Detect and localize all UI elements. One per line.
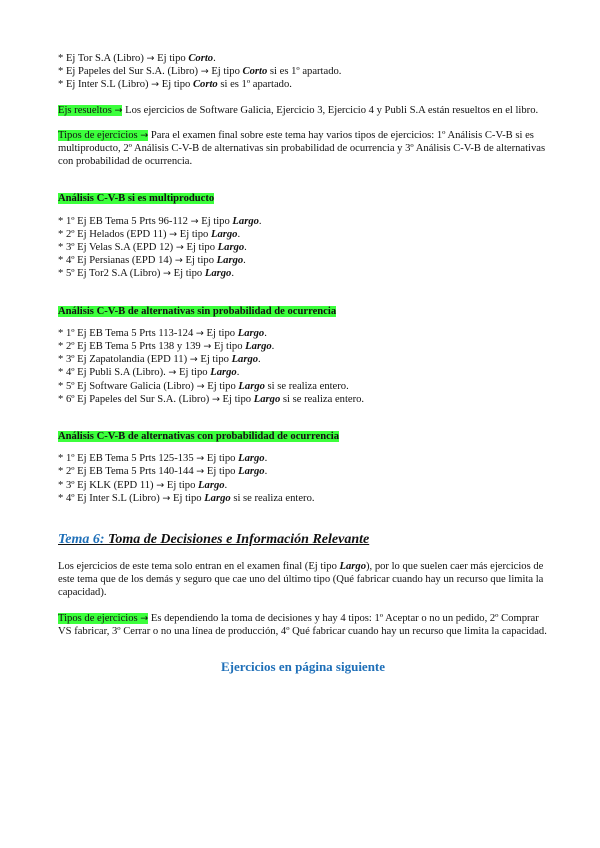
sin-probabilidad-list <box>58 327 548 406</box>
item-tail: si se realiza entero. <box>280 393 365 405</box>
arrow-right-icon: → <box>200 66 209 78</box>
item-text: * 2º Ej EB Tema 5 Prts 138 y 139 <box>58 341 204 353</box>
item-tail: . <box>243 255 246 267</box>
item-text: * 3º Ej Velas S.A (EPD 12) <box>58 242 176 254</box>
arrow-right-icon: → <box>169 228 178 240</box>
list-item <box>58 241 548 254</box>
section-heading-con-probabilidad: Análisis C-V-B de alternativas con probabilidad de ocurrencia <box>58 431 340 443</box>
ejs-resueltos-paragraph: Ejs resueltos → Los ejercicios de Software Galicia, Ejercicio 3, Ejercicio 4 y Publi S.A están resueltos en el libro. <box>58 104 539 116</box>
exercise-type: Largo <box>253 393 281 405</box>
document-page <box>58 52 548 673</box>
con-probabilidad-list <box>58 452 548 505</box>
item-text: * 1º Ej EB Tema 5 Prts 96-112 <box>58 215 191 227</box>
item-text: * Ej Inter S.L (Libro) <box>58 79 152 91</box>
section-heading-multiproducto: Análisis C-V-B si es multiproducto <box>58 193 215 205</box>
item-text: * 3º Ej Zapatolandia (EPD 11) <box>58 354 190 366</box>
arrow-right-icon: → <box>163 268 172 280</box>
list-item <box>58 353 548 366</box>
item-label: Ej tipo <box>198 215 233 227</box>
item-text: * 5º Ej Tor2 S.A (Libro) <box>58 268 164 280</box>
exercise-type: Largo <box>198 479 225 491</box>
item-text: * 2º Ej EB Tema 5 Prts 140-144 <box>58 466 197 478</box>
section-heading-sin-probabilidad: Análisis C-V-B de alternativas sin probabilidad de ocurrencia <box>58 305 337 317</box>
item-text: * 4º Ej Inter S.L (Libro) <box>58 492 163 504</box>
tema6-tipos-paragraph: Tipos de ejercicios → Es dependiendo la toma de decisiones y hay 4 tipos: 1º Aceptar o no un pedido, 2º Comprar VS fabricar, 3º Cerrar o no una línea de producción, 4º Qué fabricar cuando hay un recurso que limita la capacidad. <box>58 612 547 637</box>
item-label: Ej tipo <box>203 327 238 339</box>
item-text: * 4º Ej Publi S.A (Libro). <box>58 367 169 379</box>
exercise-type: Largo <box>217 242 245 254</box>
list-item <box>58 52 548 65</box>
arrow-right-icon: → <box>196 380 205 392</box>
item-label: Ej tipo <box>154 53 189 64</box>
arrow-right-icon: → <box>196 453 205 465</box>
item-label: Ej tipo <box>197 354 232 366</box>
exercise-type: Largo <box>216 255 244 267</box>
item-label: Ej tipo <box>204 466 239 478</box>
arrow-right-icon: → <box>114 104 123 116</box>
list-item <box>58 267 548 280</box>
item-tail: . <box>271 341 275 353</box>
arrow-right-icon: → <box>140 129 149 141</box>
exercise-type: Largo <box>237 327 265 339</box>
item-label: Ej tipo <box>204 453 239 465</box>
item-label: Ej tipo <box>176 367 211 379</box>
list-item <box>58 492 548 505</box>
item-label: Ej tipo <box>177 228 211 240</box>
item-text: * 3º Ej KLK (EPD 11) <box>58 479 157 491</box>
item-label: Ej tipo <box>204 380 239 392</box>
list-item <box>58 340 548 353</box>
item-label: Ej tipo <box>164 479 199 491</box>
list-item <box>58 254 548 267</box>
item-label: Ej tipo <box>183 242 218 254</box>
list-item <box>58 393 548 406</box>
arrow-right-icon: → <box>151 79 160 91</box>
arrow-right-icon: → <box>203 341 212 353</box>
arrow-right-icon: → <box>175 242 184 254</box>
exercise-type: Largo <box>210 367 237 379</box>
item-tail: . <box>213 53 216 64</box>
exercise-type: Largo <box>231 354 259 366</box>
item-text: * 1º Ej EB Tema 5 Prts 125-135 <box>58 453 197 465</box>
exercise-type: Corto <box>188 53 214 64</box>
item-text: * Ej Papeles del Sur S.A. (Libro) <box>58 66 201 78</box>
arrow-right-icon: → <box>146 53 155 64</box>
list-item <box>58 78 548 91</box>
tipos-ejercicios-label: Tipos de ejercicios → <box>58 129 149 141</box>
item-label: Ej tipo <box>219 393 254 405</box>
tema6-intro-paragraph: Los ejercicios de este tema solo entran en el examen final (Ej tipo Largo), por lo que suelen caer más ejercicios de este tema que de los demás y seguro que cae uno del último tipo (Qué fabricar cuando hay un recurso que limita la capacidad). <box>58 561 544 599</box>
exercise-type: Largo <box>238 453 265 465</box>
item-tail: . <box>264 327 267 339</box>
item-tail: . <box>224 479 228 491</box>
item-text: * Ej Tor S.A (Libro) <box>58 53 147 64</box>
ejs-resueltos-label: Ejs resueltos → <box>58 104 123 116</box>
arrow-right-icon: → <box>211 393 220 405</box>
item-tail: . <box>264 466 268 478</box>
multiproducto-list <box>58 215 548 281</box>
item-tail: si es 1º apartado. <box>267 66 342 78</box>
item-tail: . <box>258 354 261 366</box>
item-label: Ej tipo <box>211 341 246 353</box>
list-item <box>58 327 548 340</box>
tema6-title-text: Toma de Decisiones e Información Relevante <box>104 532 370 548</box>
item-text: * 5º Ej Software Galicia (Libro) <box>58 380 197 392</box>
exercise-type: Largo <box>238 380 265 392</box>
item-text: * 2º Ej Helados (EPD 11) <box>58 228 170 240</box>
exercise-type: Largo <box>245 341 272 353</box>
item-text: * 1º Ej EB Tema 5 Prts 113-124 <box>58 327 196 339</box>
arrow-right-icon: → <box>174 255 183 267</box>
item-tail: . <box>237 228 241 240</box>
list-item <box>58 366 548 379</box>
arrow-right-icon: → <box>190 215 199 227</box>
item-tail: si se realiza entero. <box>264 380 349 392</box>
tema6-tipos-label: Tipos de ejercicios → <box>58 612 149 624</box>
item-label: Ej tipo <box>171 268 205 280</box>
list-item <box>58 479 548 492</box>
arrow-right-icon: → <box>189 354 198 366</box>
list-item <box>58 465 548 478</box>
item-label: Ej tipo <box>208 66 243 78</box>
tema5-corto-list <box>58 52 548 92</box>
exercise-type: Largo <box>204 492 231 504</box>
arrow-right-icon: → <box>162 492 171 504</box>
item-label: Ej tipo <box>159 79 193 91</box>
arrow-right-icon: → <box>168 367 177 379</box>
item-label: Ej tipo <box>170 492 205 504</box>
exercise-type: Largo <box>204 268 232 280</box>
tema6-title <box>58 531 548 548</box>
item-tail: . <box>258 215 262 227</box>
list-item <box>58 228 548 241</box>
item-tail: si es 1º apartado. <box>217 79 292 91</box>
exercise-type: Largo <box>210 228 238 240</box>
arrow-right-icon: → <box>195 327 204 339</box>
exercise-type: Largo <box>238 466 265 478</box>
tema6-number: Tema 6: <box>58 532 105 548</box>
item-label: Ej tipo <box>182 255 217 267</box>
tipos-ejercicios-paragraph: Tipos de ejercicios → Para el examen final sobre este tema hay varios tipos de ejercicios: 1º Análisis C-V-B si es multiproducto, 2º Análisis C-V-B de alternativas sin probabilidad de ocurrencia y 3º Análisis C-V-B de alternativas con probabilidad de ocurrencia. <box>58 129 546 168</box>
item-tail: si se realiza entero. <box>230 492 315 504</box>
list-item <box>58 65 548 78</box>
arrow-right-icon: → <box>196 466 205 478</box>
item-tail: . <box>236 367 240 379</box>
list-item <box>58 215 548 228</box>
item-text: * 4º Ej Persianas (EPD 14) <box>58 255 175 267</box>
arrow-right-icon: → <box>140 612 149 624</box>
item-tail: . <box>264 453 268 465</box>
exercise-type: Corto <box>192 79 218 91</box>
item-text: * 6º Ej Papeles del Sur S.A. (Libro) <box>58 393 212 405</box>
list-item <box>58 380 548 393</box>
item-tail: . <box>244 242 247 254</box>
arrow-right-icon: → <box>156 479 165 491</box>
exercise-type: Corto <box>242 66 268 78</box>
list-item <box>58 452 548 465</box>
next-page-notice: Ejercicios en página siguiente <box>220 659 386 675</box>
exercise-type: Largo <box>232 215 259 227</box>
item-tail: . <box>231 268 234 280</box>
